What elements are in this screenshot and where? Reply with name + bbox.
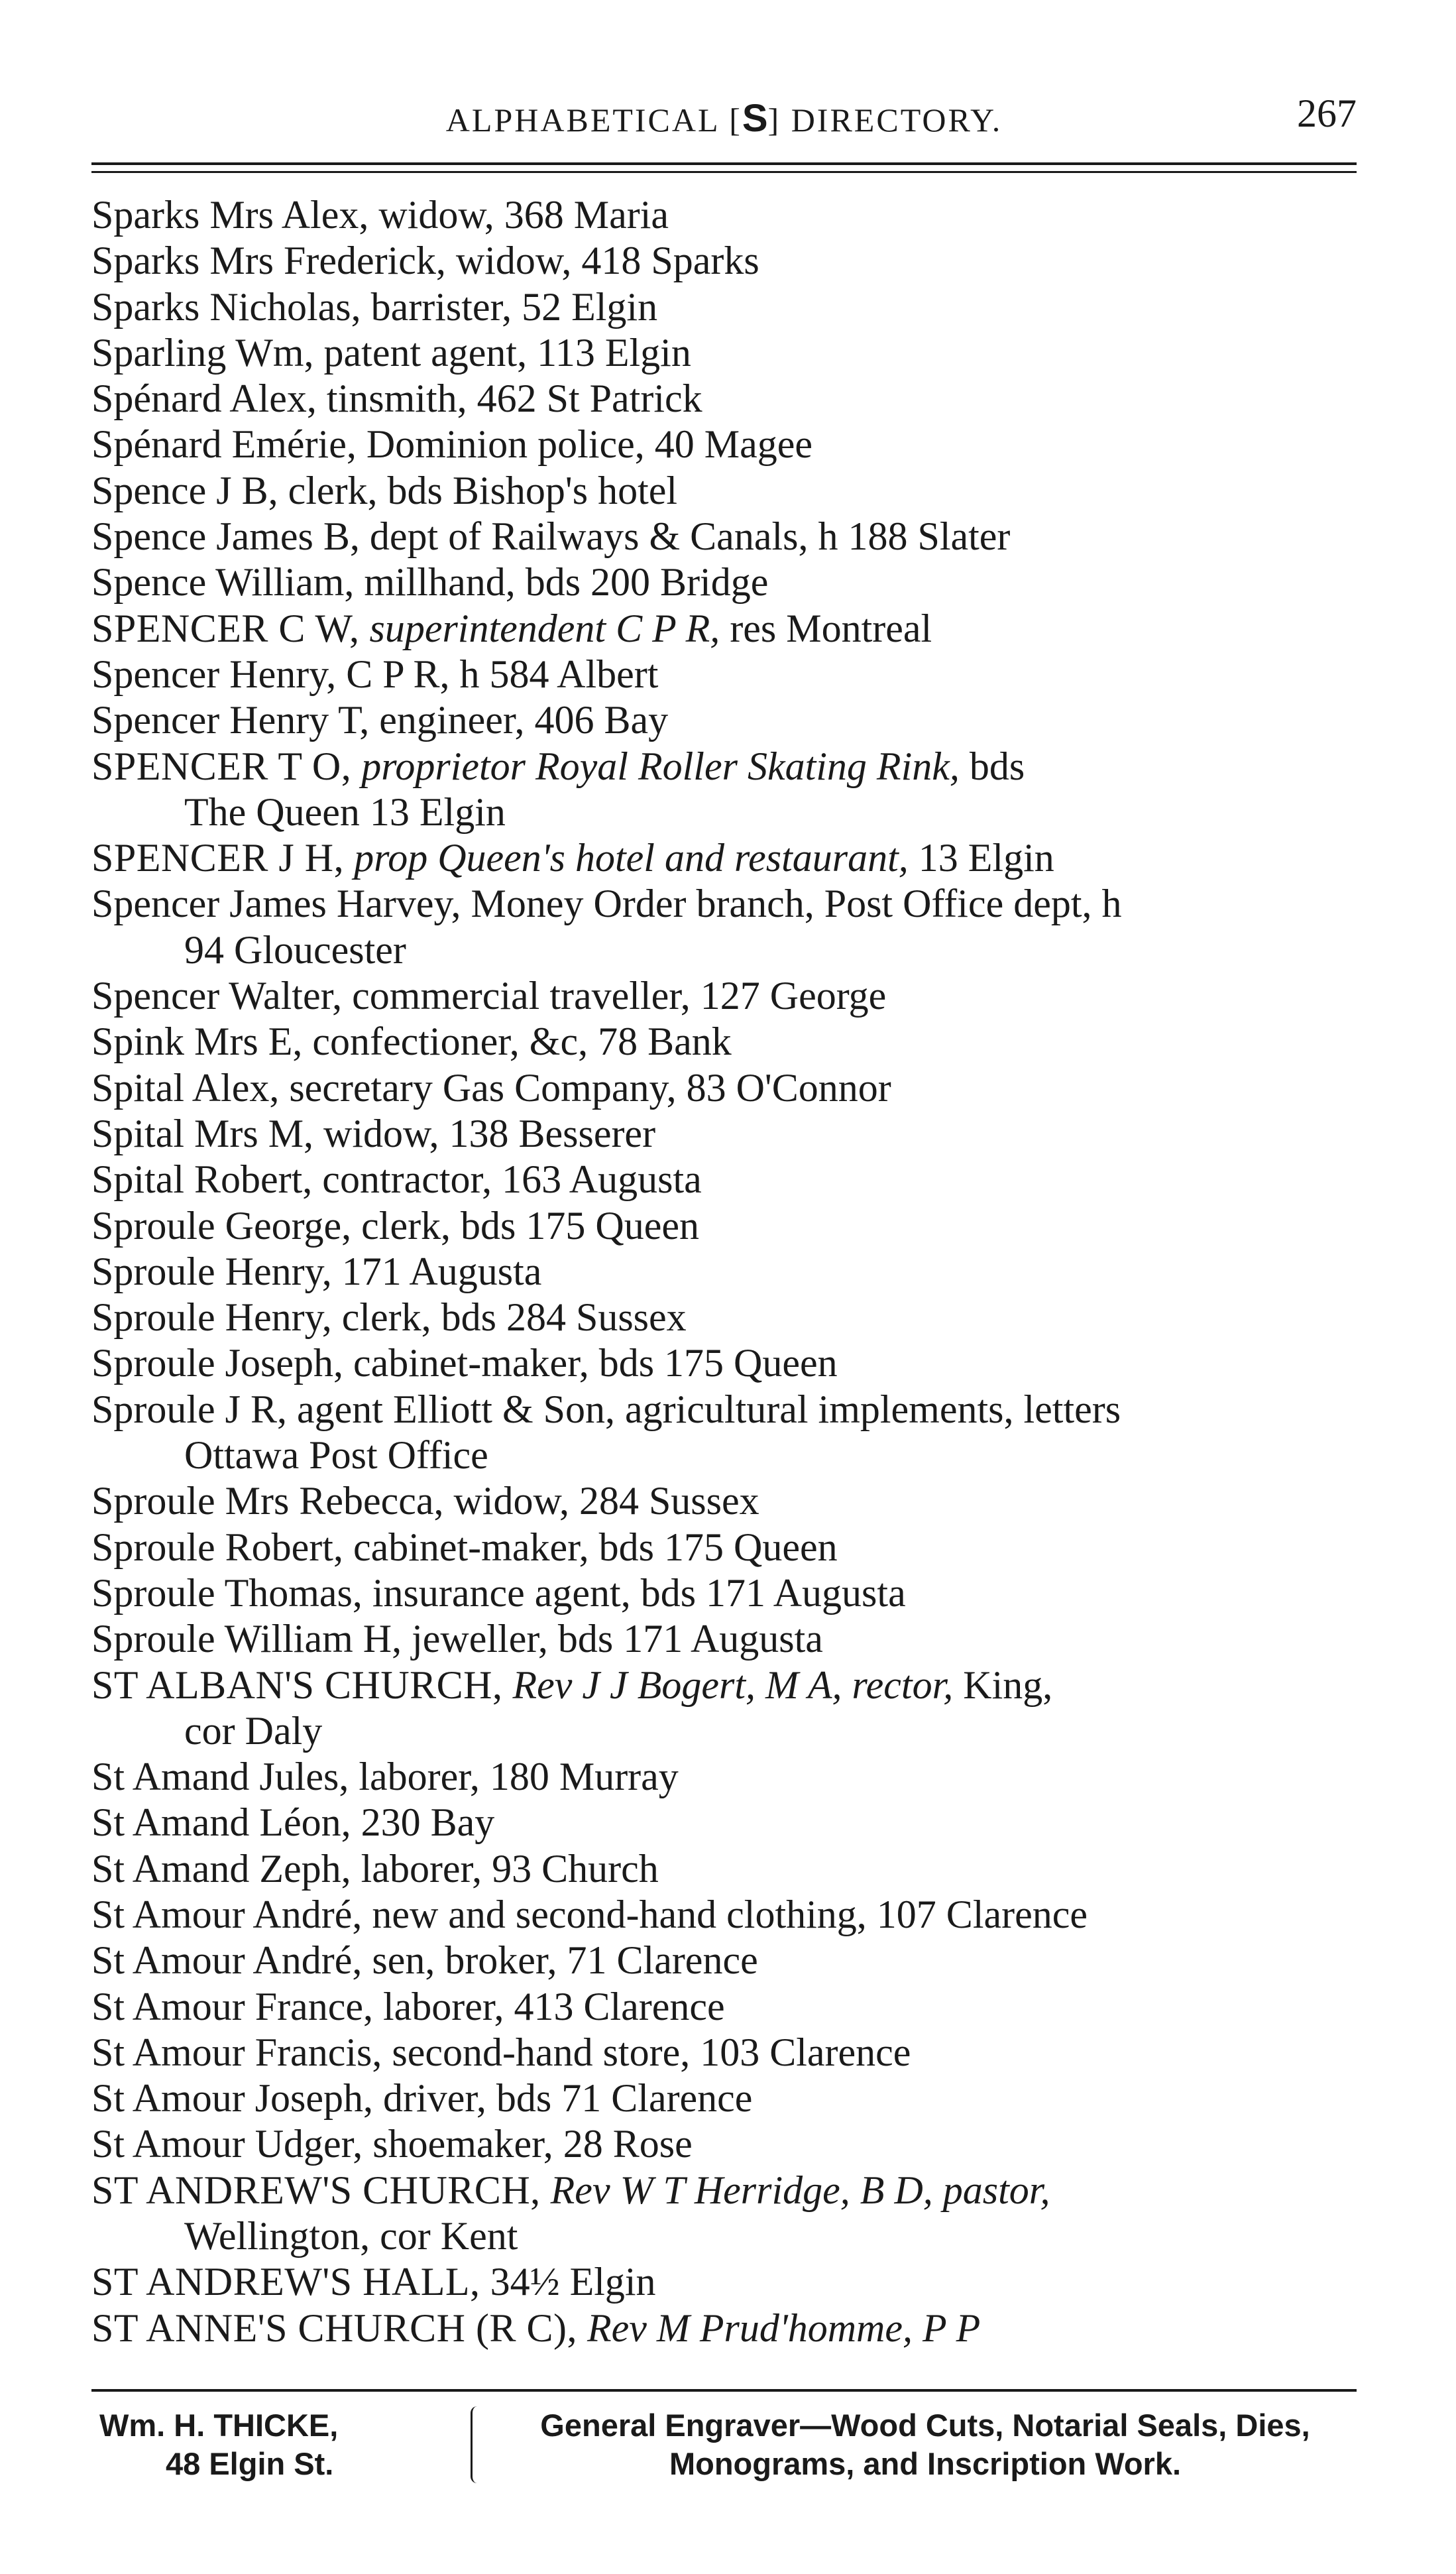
directory-entry xyxy=(91,1478,1357,1524)
directory-entry xyxy=(91,744,1357,836)
advertiser-address: 48 Elgin St. xyxy=(166,2446,334,2481)
directory-entry xyxy=(91,1249,1357,1295)
directory-entry xyxy=(91,606,1357,652)
entry-text: St Amour André, new and second-hand clothing, 107 Clarence xyxy=(91,1892,1088,1936)
entry-text: Sparks Mrs Frederick, widow, 418 Sparks xyxy=(91,239,759,283)
entry-name: SPENCER J H, xyxy=(91,836,345,880)
directory-entry xyxy=(91,697,1357,743)
directory-entry xyxy=(91,1800,1357,1845)
entry-text: Spital Alex, secretary Gas Company, 83 O'Connor xyxy=(91,1065,891,1110)
entry-text: St Amand Jules, laborer, 180 Murray xyxy=(91,1755,679,1799)
directory-entry xyxy=(91,1019,1357,1065)
title-prefix: ALPHABETICAL [ xyxy=(445,101,742,139)
entry-role: Rev W T Herridge, B D, pastor, xyxy=(550,2168,1050,2212)
entry-name: ST ALBAN'S CHURCH, xyxy=(91,1663,503,1707)
entry-name: ST ANNE'S CHURCH (R C), xyxy=(91,2306,577,2350)
entry-continuation: 94 Gloucester xyxy=(184,927,406,972)
entry-text: St Amand Zeph, laborer, 93 Church xyxy=(91,1846,659,1891)
brace-divider xyxy=(471,2406,482,2483)
entry-text: Spital Robert, contractor, 163 Augusta xyxy=(91,1157,702,1202)
entry-text: Sproule Henry, clerk, bds 284 Sussex xyxy=(91,1295,687,1340)
directory-entry xyxy=(91,376,1357,422)
entry-text: Sproule George, clerk, bds 175 Queen xyxy=(91,1203,699,1248)
footer-divider xyxy=(91,2389,1357,2392)
directory-entry xyxy=(91,1663,1357,1755)
entry-text: Spénard Emérie, Dominion police, 40 Magee xyxy=(91,422,813,467)
entry-role: Rev J J Bogert, M A, rector, xyxy=(512,1663,954,1707)
entry-text: St Amour Joseph, driver, bds 71 Clarence xyxy=(91,2076,753,2121)
directory-entry xyxy=(91,284,1357,330)
entry-address: 34½ Elgin xyxy=(490,2260,656,2304)
directory-entries xyxy=(91,192,1357,2351)
entry-address: 13 Elgin xyxy=(918,836,1054,880)
advertiser-block xyxy=(99,2406,457,2483)
entry-text: Spénard Alex, tinsmith, 462 St Patrick xyxy=(91,377,702,421)
directory-entry xyxy=(91,238,1357,284)
directory-entry xyxy=(91,468,1357,514)
engraver-advertisement xyxy=(99,2406,1357,2486)
directory-entry xyxy=(91,559,1357,605)
directory-entry xyxy=(91,1203,1357,1249)
entry-text: Sproule Henry, 171 Augusta xyxy=(91,1249,542,1293)
entry-name: SPENCER C W, xyxy=(91,606,360,650)
entry-text: Sproule J R, agent Elliott & Son, agricultural implements, letters xyxy=(91,1387,1121,1431)
entry-address: res Montreal xyxy=(730,606,932,650)
directory-entry xyxy=(91,1938,1357,1983)
page-title xyxy=(91,96,1357,141)
entry-text: St Amour André, sen, broker, 71 Clarence xyxy=(91,1938,758,1983)
directory-entry xyxy=(91,2030,1357,2076)
entry-text: Spencer Henry T, engineer, 406 Bay xyxy=(91,698,669,742)
directory-entry xyxy=(91,1387,1357,1479)
directory-entry xyxy=(91,1065,1357,1111)
directory-entry xyxy=(91,514,1357,559)
entry-text: St Amand Léon, 230 Bay xyxy=(91,1800,495,1845)
entry-name: ST ANDREW'S CHURCH, xyxy=(91,2168,541,2212)
entry-text: Spencer James Harvey, Money Order branch, Post Office dept, h xyxy=(91,882,1122,926)
entry-role: superintendent C P R, xyxy=(369,606,720,650)
directory-entry xyxy=(91,881,1357,973)
entry-continuation: cor Daly xyxy=(184,1708,323,1753)
directory-entry xyxy=(91,2121,1357,2167)
entry-name: ST ANDREW'S HALL, xyxy=(91,2260,480,2304)
directory-entry xyxy=(91,2306,1357,2351)
directory-entry xyxy=(91,2076,1357,2121)
directory-entry xyxy=(91,2259,1357,2305)
directory-entry xyxy=(91,422,1357,467)
directory-entry xyxy=(91,1157,1357,1202)
entry-text: Spital Mrs M, widow, 138 Besserer xyxy=(91,1111,656,1155)
entry-text: Sproule Mrs Rebecca, widow, 284 Sussex xyxy=(91,1479,759,1523)
entry-text: Sproule Joseph, cabinet-maker, bds 175 Queen xyxy=(91,1341,838,1385)
directory-entry xyxy=(91,1340,1357,1386)
entry-text: Spencer Henry, C P R, h 584 Albert xyxy=(91,652,659,696)
directory-entry xyxy=(91,835,1357,881)
entry-text: Spencer Walter, commercial traveller, 127 George xyxy=(91,974,887,1018)
entry-role: Rev M Prud'homme, P P xyxy=(587,2306,981,2350)
entry-address: bds xyxy=(969,744,1025,788)
title-suffix: ] DIRECTORY. xyxy=(767,101,1003,139)
title-letter: S xyxy=(742,97,768,140)
entry-name: SPENCER T O, xyxy=(91,744,352,788)
directory-entry xyxy=(91,1984,1357,2030)
entry-address: King, xyxy=(963,1663,1053,1707)
page-number: 267 xyxy=(1297,91,1357,135)
entry-continuation: Wellington, cor Kent xyxy=(184,2214,518,2258)
directory-entry xyxy=(91,652,1357,697)
entry-text: Spence William, millhand, bds 200 Bridge xyxy=(91,560,769,605)
directory-entry xyxy=(91,330,1357,376)
entry-text: Sproule Robert, cabinet-maker, bds 175 Queen xyxy=(91,1525,838,1569)
directory-entry xyxy=(91,1616,1357,1662)
directory-entry xyxy=(91,1525,1357,1570)
entry-text: St Amour France, laborer, 413 Clarence xyxy=(91,1984,725,2028)
entry-text: St Amour Udger, shoemaker, 28 Rose xyxy=(91,2122,693,2166)
advertisement-line-1: General Engraver—Wood Cuts, Notarial Seals, Dies, xyxy=(540,2408,1310,2443)
directory-entry xyxy=(91,1892,1357,1938)
directory-entry xyxy=(91,1570,1357,1616)
directory-entry xyxy=(91,2168,1357,2260)
directory-entry xyxy=(91,1295,1357,1340)
advertisement-line-2: Monograms, and Inscription Work. xyxy=(669,2446,1182,2481)
entry-continuation: Ottawa Post Office xyxy=(184,1433,488,1478)
entry-text: Sproule William H, jeweller, bds 171 Augusta xyxy=(91,1617,823,1661)
entry-text: Sproule Thomas, insurance agent, bds 171 Augusta xyxy=(91,1570,906,1615)
entry-role: proprietor Royal Roller Skating Rink, xyxy=(361,744,960,788)
entry-text: Spink Mrs E, confectioner, &c, 78 Bank xyxy=(91,1020,732,1064)
entry-text: Spence James B, dept of Railways & Canals, h 188 Slater xyxy=(91,514,1011,559)
directory-entry xyxy=(91,192,1357,238)
entry-role: prop Queen's hotel and restaurant, xyxy=(354,836,909,880)
advertisement-text xyxy=(494,2406,1357,2483)
entry-text: St Amour Francis, second-hand store, 103 Clarence xyxy=(91,2030,911,2074)
directory-entry xyxy=(91,1111,1357,1157)
directory-entry xyxy=(91,1754,1357,1800)
entry-text: Sparks Nicholas, barrister, 52 Elgin xyxy=(91,284,658,329)
directory-entry xyxy=(91,1846,1357,1892)
entry-continuation: The Queen 13 Elgin xyxy=(184,790,506,834)
entry-text: Sparling Wm, patent agent, 113 Elgin xyxy=(91,330,691,375)
page-header xyxy=(91,83,1357,149)
header-divider xyxy=(91,162,1357,173)
advertiser-name: Wm. H. THICKE, xyxy=(99,2408,339,2443)
directory-entry xyxy=(91,973,1357,1019)
entry-text: Sparks Mrs Alex, widow, 368 Maria xyxy=(91,193,669,237)
entry-text: Spence J B, clerk, bds Bishop's hotel xyxy=(91,468,678,512)
